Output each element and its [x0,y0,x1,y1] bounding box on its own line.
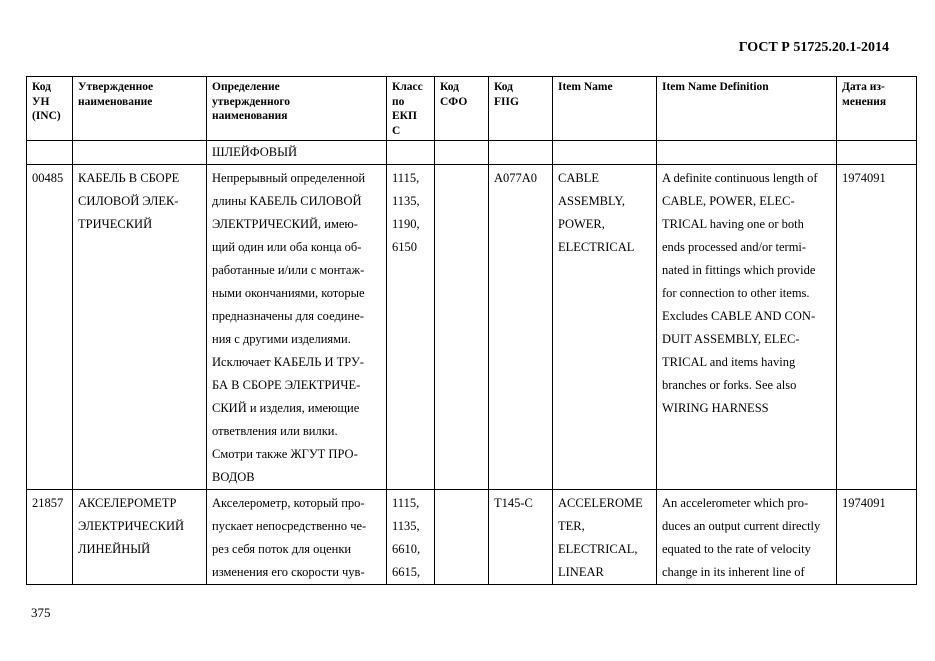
header-line: Item Name [558,81,613,93]
cell-line: ответвления или вилки. [212,424,338,438]
col-class-header [387,77,435,141]
cell-line: nated in fittings which provide [662,263,816,277]
table-row [27,165,917,490]
cell-line: пускает непосредственно че- [212,519,367,533]
cell-line: TRICAL having one or both [662,217,804,231]
document-code: ГОСТ Р 51725.20.1-2014 [738,40,889,55]
col-inc-cell: 00485 [27,165,73,490]
cell-line: длины КАБЕЛЬ СИЛОВОЙ [212,194,362,208]
cell-line: ния с другими изделиями. [212,332,351,346]
col-item-name-header [553,77,657,141]
cell-line: TER, [558,519,585,533]
cell-line: 1135, [392,519,420,533]
header-line: Код [494,81,514,93]
cell-line: 6615, [392,565,421,579]
col-fiig-cell: T145-C [489,490,553,585]
header-line: Item Name Definition [662,81,769,93]
page-number: 375 [31,605,51,620]
cell-line: for connection to other items. [662,286,810,300]
cell-line: An accelerometer which pro- [662,496,809,510]
header-line: Код [440,81,460,93]
cell-line: ends processed and/or termi- [662,240,807,254]
col-date-cell: 1974091 [837,165,917,490]
col-class-cell [387,165,435,490]
col-item-def-header [657,77,837,141]
cell-line: Непрерывный определенной [212,171,366,185]
col-definition-header [207,77,387,141]
col-inc-cell: 21857 [27,490,73,585]
cell-line: A definite continuous length of [662,171,818,185]
col-fiig-cell: A077A0 [489,165,553,490]
header-line: СФО [440,95,468,108]
header-line: Класс [392,81,423,93]
cell-line: ELECTRICAL, [558,542,638,556]
cell-line: предназначены для соедине- [212,309,364,323]
col-item-def-cell [657,165,837,490]
cell-line: ASSEMBLY, [558,194,625,208]
col-sfo-cell [435,165,489,490]
cell-line: БА В СБОРЕ ЭЛЕКТРИЧЕ- [212,378,361,392]
col-approved-name-cell [73,490,207,585]
cell-line: ACCELEROME [558,496,643,510]
col-sfo-cell [435,490,489,585]
cell-line: ELECTRICAL [558,240,635,254]
col-class-cell [387,490,435,585]
cell-line: 1135, [392,194,420,208]
header-line: С [392,124,401,137]
cell-line: изменения его скорости чув- [212,565,365,579]
col-definition-cell [207,490,387,585]
inc-table [26,76,917,585]
cell-line: CABLE [558,171,599,185]
col-fiig-header [489,77,553,141]
cell-line: Excludes CABLE AND CON- [662,309,816,323]
cell-line: щий один или оба конца об- [212,240,362,254]
cell-line: 1115, [392,171,420,185]
cell-line: 6150 [392,240,417,254]
header-line: Дата из- [842,81,885,93]
cell-line: ВОДОВ [212,470,255,484]
cell-line: Исключает КАБЕЛЬ И ТРУ- [212,355,364,369]
carryover-text: ШЛЕЙФОВЫЙ [207,141,387,165]
col-item-name-cell [553,490,657,585]
cell-line: branches or forks. See also [662,378,797,392]
header-line: (INC) [32,110,61,122]
col-item-def-cell [657,490,837,585]
cell-line: СКИЙ и изделия, имеющие [212,401,360,415]
cell-line: 1115, [392,496,420,510]
header-line: Код [32,81,52,93]
col-approved-name-header [73,77,207,141]
cell-line: рез себя поток для оценки [212,542,352,556]
header-line: менения [842,95,887,108]
col-sfo-header [435,77,489,141]
cell-line: ными окончаниями, которые [212,286,365,300]
col-date-cell: 1974091 [837,490,917,585]
cell-line: DUIT ASSEMBLY, ELEC- [662,332,800,346]
cell-line: LINEAR [558,565,604,579]
cell-line: ТРИЧЕСКИЙ [78,217,153,231]
cell-line: 6610, [392,542,421,556]
col-definition-cell [207,165,387,490]
cell-line: duces an output current directly [662,519,821,533]
cell-line: TRICAL and items having [662,355,796,369]
cell-line: СИЛОВОЙ ЭЛЕК- [78,194,179,208]
cell-line: ЭЛЕКТРИЧЕСКИЙ [78,519,185,533]
col-inc-header [27,77,73,141]
cell-line: 1190, [392,217,420,231]
cell-line: change in its inherent line of [662,565,805,579]
cell-line: ЭЛЕКТРИЧЕСКИЙ, имею- [212,217,358,231]
header-line: наименования [212,110,288,122]
col-approved-name-cell [73,165,207,490]
header-line: по [392,95,405,108]
carryover-row [27,141,917,165]
header-line: наименование [78,95,153,108]
header-line: FIIG [494,95,519,108]
table-row [27,490,917,585]
cell-line: WIRING HARNESS [662,401,769,415]
table-header-row [27,77,917,141]
cell-line: работанные и/или с монтаж- [212,263,365,277]
cell-line: ЛИНЕЙНЫЙ [78,542,151,556]
cell-line: equated to the rate of velocity [662,542,811,556]
cell-line: POWER, [558,217,605,231]
col-item-name-cell [553,165,657,490]
header-line: утвержденного [212,95,291,108]
header-line: Определение [212,81,280,93]
header-line: ЕКП [392,110,417,122]
col-date-header [837,77,917,141]
cell-line: АКСЕЛЕРОМЕТР [78,496,177,510]
header-line: УН [32,95,50,108]
cell-line: КАБЕЛЬ В СБОРЕ [78,171,180,185]
cell-line: Смотри также ЖГУТ ПРО- [212,447,358,461]
header-line: Утвержденное [78,81,154,93]
cell-line: CABLE, POWER, ELEC- [662,194,795,208]
cell-line: Акселерометр, который про- [212,496,365,510]
